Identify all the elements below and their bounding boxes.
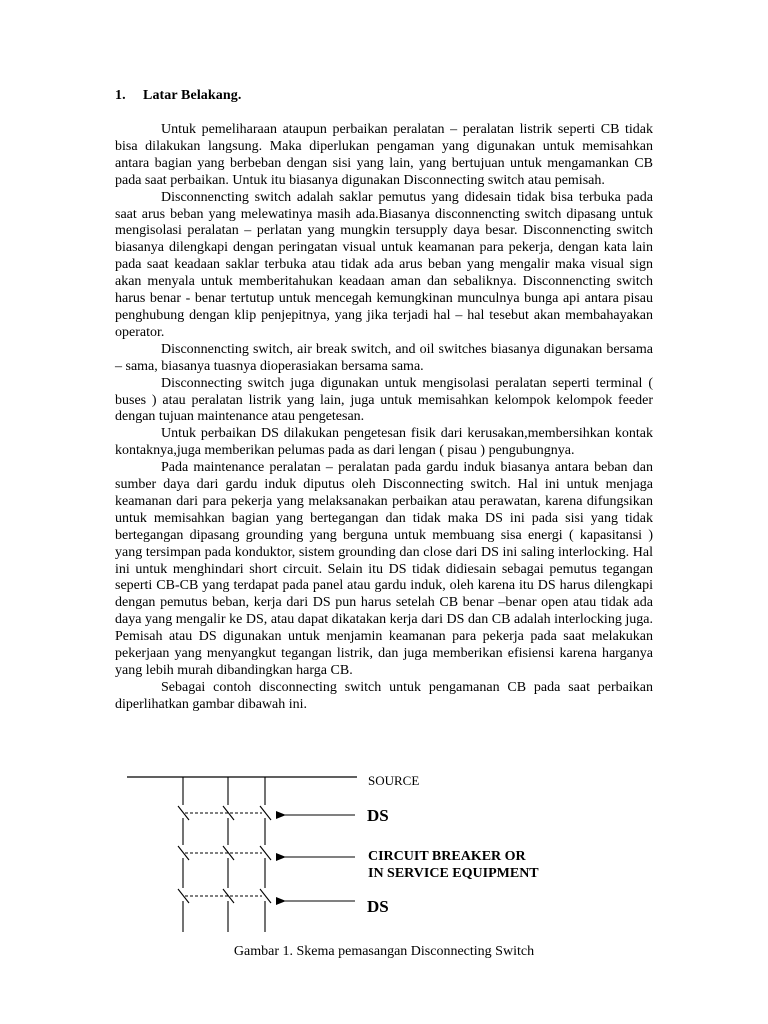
ds-bottom-switch-group: [178, 889, 271, 903]
ds-bottom-label: DS: [367, 897, 389, 916]
section-title: Latar Belakang.: [143, 88, 242, 103]
circuit-breaker-switch-group: [178, 846, 271, 860]
circuit-breaker-label: [368, 848, 539, 882]
paragraph-4: Disconnecting switch juga digunakan untuk mengisolasi peralatan seperti terminal ( buses ) atau peralatan listrik yang lain, juga untuk memisahkan kelompok kelompok feeder dengan tujuan maintenance atau pengetesan.: [115, 375, 653, 425]
figure-caption: Gambar 1. Skema pemasangan Disconnecting Switch: [233, 944, 535, 959]
paragraph-1: Untuk pemeliharaan ataupun perbaikan peralatan – peralatan listrik seperti CB tidak bisa dilakukan langsung. Maka diperlukan pengaman yang digunakan untuk memisahkan antara bagian yang berbeban dengan sisi yang lain, yang bertujuan untuk mengamankan CB pada saat perbaikan. Untuk itu biasanya digunakan Disconnecting switch atau pemisah.: [115, 122, 653, 188]
section-number: 1.: [115, 88, 126, 103]
paragraph-6: Pada maintenance peralatan – peralatan pada gardu induk biasanya antara beban dan sumber daya dari gardu induk diputus oleh Disconnecting switch. Hal ini untuk menjaga keamanan dari para pekerja yang melaksanakan perbaikan atau perawatan, karena difungsikan untuk memisahkan bagian yang bertegangan dan tidak maka DS ini pada sisi yang tidak bertegangan dipasang grounding yang berguna untuk membuang sisa energi ( kapasitansi ) yang tersimpan pada konduktor, sistem grounding dan close dari DS ini saling interlocking. Hal ini untuk menghindari short circuit. Selain itu DS tidak didiesain sebagai pemutus tegangan seperti CB-CB yang terdapat pada panel atau gardu induk, oleh karena itu DS harus dilengkapi dengan pemutus beban, kerja dari DS pun harus setelah CB benar –benar open atau tidak ada daya yang mengalir ke DS, atau dapat dikatakan kerja dari DS dan CB adalah interlocking juga. Pemisah atau DS digunakan untuk menjamin keamanan para pekerja pada saat melakukan pekerjaan yang menyangkut tegangan listrik, dan juga memberikan efisiensi karena harganya yang lebih murah dibandingkan harga CB.: [115, 460, 653, 678]
ds-top-switch-group: [178, 806, 271, 820]
source-label: SOURCE: [368, 773, 420, 788]
ds-top-label: DS: [367, 806, 389, 825]
paragraph-7: Sebagai contoh disconnecting switch untuk pengamanan CB pada saat perbaikan diperlihatkan gambar dibawah ini.: [115, 679, 653, 712]
paragraph-3: Disconnencting switch, air break switch, and oil switches biasanya digunakan bersama – sama, biasanya tuasnya dioperasiakan bersama sama.: [115, 341, 653, 374]
paragraph-2: Disconnencting switch adalah saklar pemutus yang didesain tidak bisa terbuka pada saat arus beban yang melewatinya masih ada.Biasanya disconnencting switch dipasang untuk mengisolasi peralatan – perlatan yang mungkin tersupply daya besar. Disconnencting switch biasanya dilengkapi dengan peringatan visual untuk keamanan para pekerja, dengan kata lain pada saat keadaan saklar terbuka atau tidak ada arus beban yang mengalir maka visual sign akan menyala untuk memberitahukan keadaan aman dan sebaliknya. Disconnencting switch harus benar - benar tertutup untuk mencegah kemungkinan munculnya bunga api antara pisau penghubung dengan klip penjepitnya, yang jika terjadi hal – hal tesebut akan membahayakan operator.: [115, 189, 653, 340]
circuit-breaker-label-line-2: IN SERVICE EQUIPMENT: [368, 866, 539, 881]
circuit-breaker-label-line-1: CIRCUIT BREAKER OR: [368, 849, 526, 864]
paragraph-5: Untuk perbaikan DS dilakukan pengetesan fisik dari kerusakan,membersihkan kontak kontaknya,juga memberikan pelumas pada as dari lengan ( pisau ) pengubungnya.: [115, 426, 653, 459]
